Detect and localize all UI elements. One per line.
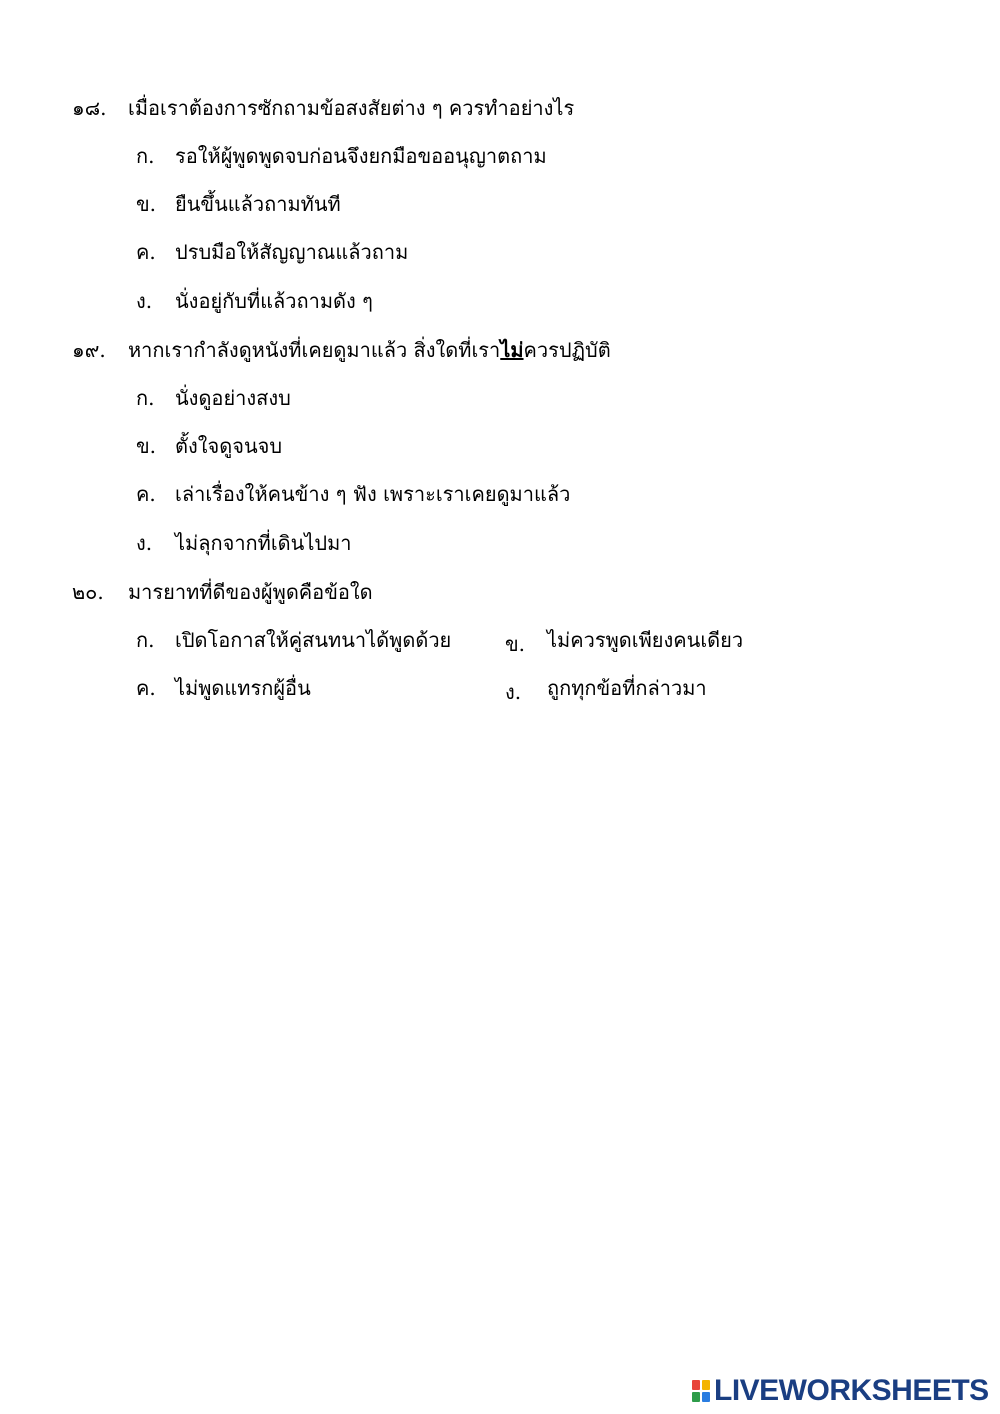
question-text — [128, 338, 611, 362]
logo-square — [692, 1392, 700, 1402]
option-text[interactable]: ยืนขึ้นแล้วถามทันที — [175, 192, 341, 216]
logo-square — [702, 1392, 710, 1402]
option-letter: ง. — [136, 289, 153, 313]
option-letter: ข. — [136, 192, 157, 216]
option-letter: ง. — [505, 680, 522, 704]
option-letter: ง. — [136, 531, 153, 555]
question-number: ๑๘. — [72, 96, 107, 120]
option-text[interactable]: ตั้งใจดูจนจบ — [175, 434, 283, 458]
liveworksheets-logo[interactable] — [692, 1374, 989, 1408]
option-letter: ค. — [136, 676, 156, 700]
liveworksheets-grid-icon — [692, 1380, 710, 1402]
option-text[interactable]: ไม่ควรพูดเพียงคนเดียว — [547, 628, 744, 652]
option-text[interactable]: ไม่พูดแทรกผู้อื่น — [175, 676, 311, 700]
option-letter: ค. — [136, 240, 156, 264]
question-text: เมื่อเราต้องการซักถามข้อสงสัยต่าง ๆ ควรทำอย่างไร — [128, 96, 575, 120]
question-text-after: ควรปฏิบัติ — [523, 338, 611, 362]
question-text: มารยาทที่ดีของผู้พูดคือข้อใด — [128, 580, 373, 604]
option-text[interactable]: รอให้ผู้พูดพูดจบก่อนจึงยกมือขออนุญาตถาม — [175, 144, 547, 168]
option-text[interactable]: เปิดโอกาสให้คู่สนทนาได้พูดด้วย — [175, 628, 452, 652]
question-number: ๒๐. — [72, 580, 104, 604]
option-letter: ก. — [136, 386, 155, 410]
logo-square — [692, 1380, 700, 1390]
option-letter: ก. — [136, 144, 155, 168]
option-letter: ก. — [136, 628, 155, 652]
logo-square — [702, 1380, 710, 1390]
option-letter: ข. — [136, 434, 157, 458]
logo-text: LIVEWORKSHEETS — [714, 1374, 989, 1407]
option-text[interactable]: นั่งอยู่กับที่แล้วถามดัง ๆ — [175, 289, 373, 313]
option-letter: ข. — [505, 632, 526, 656]
option-text[interactable]: ปรบมือให้สัญญาณแล้วถาม — [175, 240, 409, 264]
option-text[interactable]: นั่งดูอย่างสงบ — [175, 386, 291, 410]
question-text-emphasis: ไม่ — [500, 338, 524, 362]
question-text-before: หากเรากำลังดูหนังที่เคยดูมาแล้ว สิ่งใดที่เรา — [128, 338, 501, 362]
option-text[interactable]: เล่าเรื่องให้คนข้าง ๆ ฟัง เพราะเราเคยดูมาแล้ว — [175, 482, 571, 506]
option-text[interactable]: ถูกทุกข้อที่กล่าวมา — [547, 676, 707, 700]
option-letter: ค. — [136, 482, 156, 506]
question-number: ๑๙. — [72, 338, 106, 362]
option-text[interactable]: ไม่ลุกจากที่เดินไปมา — [175, 531, 352, 555]
